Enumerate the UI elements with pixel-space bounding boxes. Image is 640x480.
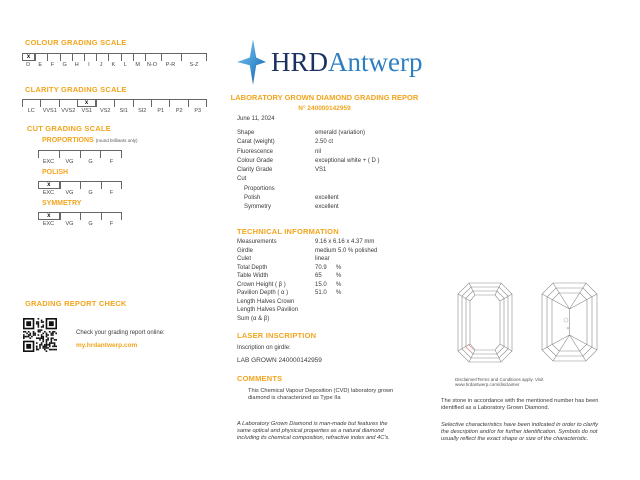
summary-value: excellent xyxy=(315,204,339,211)
technical-label: Table Width xyxy=(237,273,269,279)
report-date: June 11, 2024 xyxy=(237,116,275,122)
technical-row xyxy=(237,255,433,264)
summary-row xyxy=(237,148,433,157)
clarity-scale-cell-p3 xyxy=(188,100,207,107)
comments-title: COMMENTS xyxy=(237,374,283,383)
clarity-scale-label-lc: LC xyxy=(27,108,35,114)
laser-line2: LAB GROWN 240000142959 xyxy=(237,357,322,364)
proportions-scale-cell-f xyxy=(100,151,122,158)
symmetry-scale-cell-exc xyxy=(38,213,60,220)
clarity-scale-label-si2: SI2 xyxy=(138,108,147,114)
polish-scale-label-f: F xyxy=(109,190,114,196)
polish-scale-label-g: G xyxy=(88,190,93,196)
colour-scale-cell-l xyxy=(121,54,133,61)
qr-code xyxy=(23,318,57,352)
colour-scale-cell-m xyxy=(133,54,145,61)
polish-scale-label-vg: VG xyxy=(65,190,74,196)
technical-label: Sum (α & β) xyxy=(237,315,270,322)
summary-label: Symmetry xyxy=(244,204,271,211)
clarity-scale-cell-p1 xyxy=(151,100,169,107)
clarity-scale-comb xyxy=(22,99,207,107)
report-check-title: GRADING REPORT CHECK xyxy=(25,299,127,308)
technical-row xyxy=(237,289,433,298)
symmetry-scale-label-vg: VG xyxy=(65,221,74,227)
symmetry-scale-cell-g xyxy=(80,213,101,220)
colour-scale-label-l: L xyxy=(123,62,127,68)
clarity-scale-cell-vs1 xyxy=(77,100,96,107)
proportions-scale-label-vg: VG xyxy=(65,159,74,165)
clarity-scale-label-vvs2: VVS2 xyxy=(61,108,76,114)
summary-label: Colour Grade xyxy=(237,157,274,164)
colour-scale-cell-j xyxy=(96,54,108,61)
summary-value: exceptional white + ( D ) xyxy=(315,157,380,164)
proportions-title xyxy=(42,137,137,144)
symmetry-scale-label-f: F xyxy=(109,221,114,227)
technical-label: Crown Height ( β ) xyxy=(237,281,286,288)
summary-value: excellent xyxy=(315,195,339,202)
characteristics-note: Selective characteristics have been indicated in order to clarify the description and/or for further identification. Symbols do not usually reflect the exact shape or size of the characteristic. xyxy=(441,422,599,442)
technical-row xyxy=(237,306,433,315)
summary-label: Carat (weight) xyxy=(237,139,275,146)
technical-row xyxy=(237,315,433,324)
colour-scale-cell-p-r xyxy=(161,54,181,61)
colour-scale-label-h: H xyxy=(74,62,79,68)
summary-value: 2.50 ct xyxy=(315,139,334,146)
clarity-scale-label-vs1: VS1 xyxy=(81,108,92,114)
technical-unit: % xyxy=(336,290,342,296)
summary-row xyxy=(237,185,433,194)
colour-scale-label-m: M xyxy=(135,62,140,68)
polish-title: POLISH xyxy=(42,169,69,176)
colour-scale-cell-n-o xyxy=(145,54,161,61)
brand-logo xyxy=(237,38,423,86)
report-check-text: Check your grading report online: xyxy=(76,330,165,336)
technical-value xyxy=(315,298,336,307)
diamond-diagram-crown xyxy=(457,282,513,363)
colour-scale-label-g: G xyxy=(62,62,67,68)
colour-scale-cell-h xyxy=(72,54,84,61)
technical-row xyxy=(237,238,433,247)
colour-scale-label-d: D xyxy=(26,62,31,68)
grade-mark: x xyxy=(26,54,31,60)
summary-row xyxy=(237,129,433,138)
symmetry-title: SYMMETRY xyxy=(42,200,82,207)
summary-table xyxy=(237,129,433,213)
proportions-scale-label-f: F xyxy=(109,159,114,165)
comments-text: This Chemical Vapour Deposition (CVD) laboratory grown diamond is characterized as Type IIa xyxy=(248,388,394,401)
summary-label: Proportions xyxy=(244,185,275,192)
technical-value: 15.0 xyxy=(315,281,327,288)
summary-label: Shape xyxy=(237,130,255,136)
diamond-diagram-pavilion xyxy=(541,282,598,362)
laser-line1: Inscription on girdle: xyxy=(237,345,291,351)
technical-value: 70.9 xyxy=(315,264,327,271)
summary-row xyxy=(237,203,433,212)
polish-scale-cell-vg xyxy=(60,182,81,189)
technical-unit: % xyxy=(336,273,342,279)
polish-scale-cell-f xyxy=(101,182,123,189)
technical-label: Measurements xyxy=(237,239,277,245)
proportions-scale-label-g: G xyxy=(88,159,93,165)
clarity-scale-cell-si1 xyxy=(114,100,132,107)
technical-label: Culet xyxy=(237,256,252,262)
clarity-scale-cell-vs2 xyxy=(96,100,114,107)
summary-row xyxy=(237,175,433,184)
clarity-scale xyxy=(22,99,207,114)
technical-label: Length Halves Crown xyxy=(237,298,295,305)
technical-label: Total Depth xyxy=(237,264,268,271)
colour-scale-cell-f xyxy=(47,54,59,61)
clarity-scale-label-vs2: VS2 xyxy=(100,108,111,114)
grade-mark: x xyxy=(47,213,51,219)
clarity-scale-cell-vvs2 xyxy=(59,100,77,107)
colour-scale-label-k: K xyxy=(111,62,116,68)
diagram-disclaimer: Disclaimer/Terms and Conditions apply. Visit www.hrdantwerp.com/disclaimer xyxy=(455,377,544,388)
colour-scale-label-j: J xyxy=(99,62,103,68)
proportions-note: (round brilliants only) xyxy=(95,138,138,143)
colour-scale-label-i: I xyxy=(88,62,90,68)
summary-value: nil xyxy=(315,148,322,155)
technical-value: linear xyxy=(315,256,330,262)
polish-scale xyxy=(38,181,122,196)
summary-label: Fluorescence xyxy=(237,148,274,155)
clarity-scale-label-vvs1: VVS1 xyxy=(42,108,57,114)
clarity-scale-label-p2: P2 xyxy=(175,108,183,114)
sparkle-icon xyxy=(237,38,269,86)
lab-grown-footnote: A Laboratory Grown Diamond is man-made but features the same optical and physical properties as a natural diamond including its chemical composition, refractive index and 4C's. xyxy=(237,421,390,441)
proportions-title-text: PROPORTIONS xyxy=(42,137,94,144)
polish-scale-labels xyxy=(38,190,122,196)
clarity-scale-labels xyxy=(22,108,207,114)
symmetry-scale-labels xyxy=(38,221,122,227)
clarity-scale-cell-lc xyxy=(22,100,40,107)
proportions-scale-cell-exc xyxy=(38,151,59,158)
colour-scale-title: COLOUR GRADING SCALE xyxy=(25,38,127,47)
technical-row xyxy=(237,298,433,307)
clarity-scale-title: CLARITY GRADING SCALE xyxy=(25,85,127,94)
summary-label: Polish xyxy=(244,195,261,202)
summary-row xyxy=(237,166,433,175)
technical-value xyxy=(315,306,336,315)
identification-note: The stone in accordance with the mentioned number has been identified as a Laboratory Grown Diamond. xyxy=(441,398,599,411)
technical-unit: % xyxy=(336,264,342,271)
symmetry-scale xyxy=(38,212,122,227)
symmetry-scale-label-exc: EXC xyxy=(42,221,55,227)
colour-scale-label-s-z: S-Z xyxy=(189,62,199,68)
proportions-scale-cell-vg xyxy=(59,151,80,158)
colour-scale-cell-s-z xyxy=(181,54,207,61)
proportions-scale xyxy=(38,150,122,165)
technical-label: Girdle xyxy=(237,247,254,254)
technical-row xyxy=(237,247,433,256)
technical-row xyxy=(237,272,433,281)
proportions-scale-cell-g xyxy=(80,151,101,158)
clarity-scale-cell-p2 xyxy=(169,100,187,107)
symmetry-scale-comb xyxy=(38,212,122,220)
colour-scale xyxy=(22,53,207,68)
cut-scale-title: CUT GRADING SCALE xyxy=(27,124,111,133)
colour-scale-label-n-o: N-O xyxy=(146,62,157,68)
symmetry-scale-label-g: G xyxy=(88,221,93,227)
colour-scale-comb xyxy=(22,53,207,61)
summary-value: VS1 xyxy=(315,167,327,174)
technical-value: 65 xyxy=(315,273,322,279)
colour-scale-cell-e xyxy=(35,54,47,61)
report-number: N° 240000142959 xyxy=(298,105,351,112)
clarity-scale-label-p3: P3 xyxy=(194,108,202,114)
technical-row xyxy=(237,264,433,273)
technical-value: 51.0 xyxy=(315,290,327,296)
logo-text-hrd: HRD xyxy=(271,46,329,77)
grade-mark: x xyxy=(47,182,51,188)
clarity-scale-label-si1: SI1 xyxy=(119,108,128,114)
clarity-mark xyxy=(465,344,474,353)
technical-unit: % xyxy=(336,281,342,288)
clarity-scale-cell-vvs1 xyxy=(40,100,58,107)
summary-row xyxy=(237,138,433,147)
polish-scale-comb xyxy=(38,181,122,189)
technical-row xyxy=(237,281,433,290)
proportions-scale-labels xyxy=(38,159,122,165)
summary-label: Cut xyxy=(237,176,247,183)
clarity-scale-cell-si2 xyxy=(133,100,151,107)
proportions-scale-comb xyxy=(38,150,122,158)
summary-label: Clarity Grade xyxy=(237,167,273,174)
summary-row xyxy=(237,194,433,203)
colour-scale-labels xyxy=(22,62,207,68)
colour-scale-cell-i xyxy=(84,54,96,61)
summary-value: emerald (variation) xyxy=(315,130,366,136)
technical-value xyxy=(315,315,336,324)
colour-scale-cell-d xyxy=(22,54,35,61)
summary-row xyxy=(237,157,433,166)
logo-text xyxy=(271,46,423,77)
grade-mark: x xyxy=(84,100,89,106)
colour-scale-cell-g xyxy=(60,54,72,61)
symmetry-scale-cell-vg xyxy=(60,213,81,220)
colour-scale-label-e: E xyxy=(38,62,43,68)
polish-scale-cell-g xyxy=(80,182,101,189)
report-title: LABORATORY GROWN DIAMOND GRADING REPOR xyxy=(230,93,419,102)
polish-scale-cell-exc xyxy=(38,182,60,189)
polish-scale-label-exc: EXC xyxy=(42,190,55,196)
clarity-scale-label-p1: P1 xyxy=(157,108,165,114)
colour-scale-cell-k xyxy=(108,54,120,61)
technical-table xyxy=(237,238,433,323)
technical-value: medium 5.0 % polished xyxy=(315,247,378,254)
proportions-scale-label-exc: EXC xyxy=(42,159,55,165)
logo-text-antwerp: Antwerp xyxy=(328,46,423,77)
colour-scale-label-p-r: P-R xyxy=(165,62,176,68)
report-check-link[interactable]: my.hrdantwerp.com xyxy=(76,342,138,349)
technical-label: Pavilion Depth ( α ) xyxy=(237,290,289,296)
technical-value: 9.16 x 6.16 x 4.37 mm xyxy=(315,239,375,245)
technical-label: Length Halves Pavilion xyxy=(237,307,299,313)
laser-title: LASER INSCRIPTION xyxy=(237,331,317,340)
technical-title: TECHNICAL INFORMATION xyxy=(237,227,339,236)
symmetry-scale-cell-f xyxy=(101,213,123,220)
colour-scale-label-f: F xyxy=(50,62,55,68)
